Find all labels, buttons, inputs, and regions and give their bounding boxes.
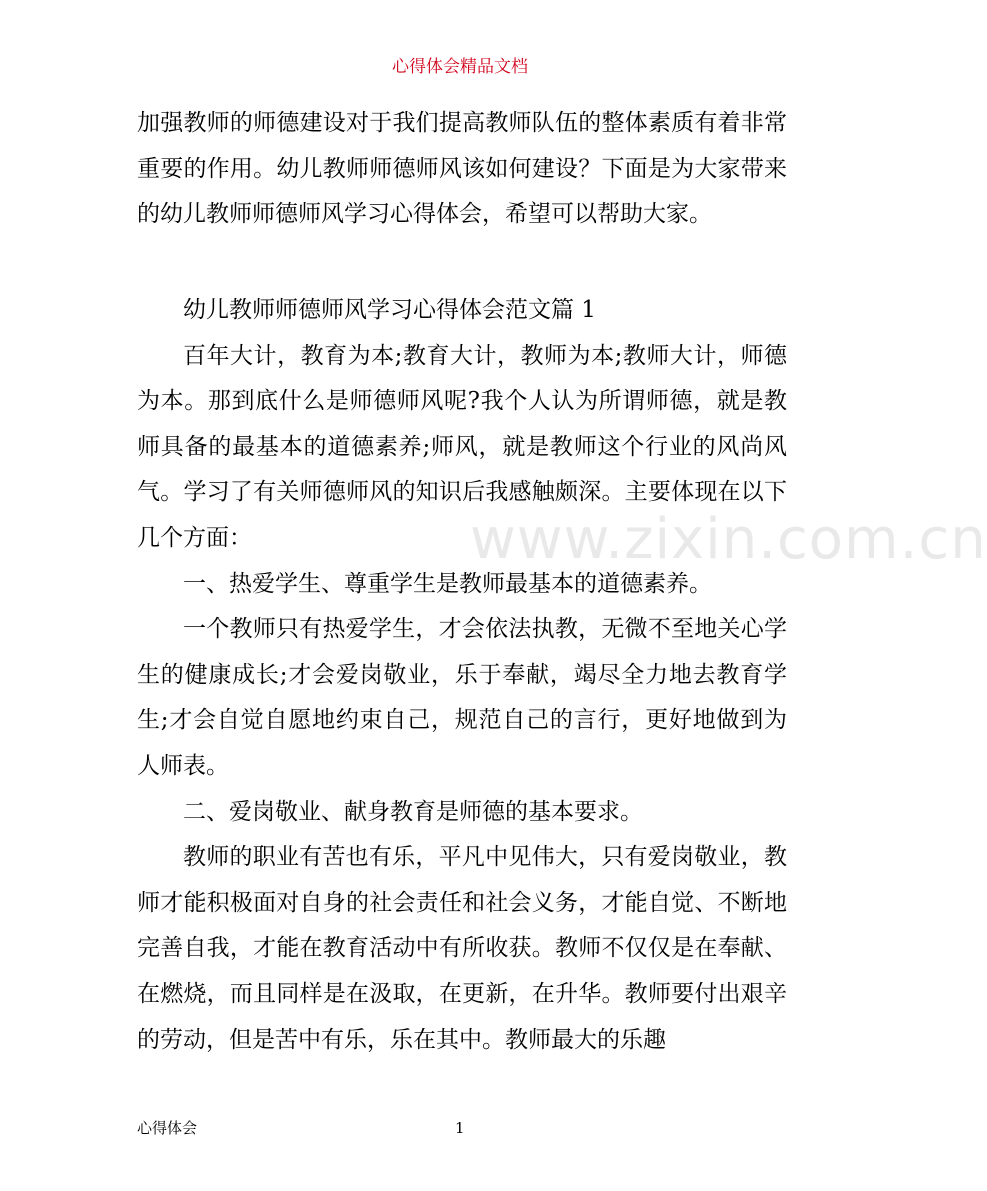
article-paragraph-2: 一、热爱学生、尊重学生是教师最基本的道德素养。 — [183, 570, 712, 597]
footer-label: 心得体会 — [137, 1119, 198, 1137]
intro-paragraph: 加强教师的师德建设对于我们提高教师队伍的整体素质有着非常重要的作用。幼儿教师师德师风该如何建设？下面是为大家带来的幼儿教师师德师风学习心得体会，希望可以帮助大家。 — [137, 110, 787, 228]
article-paragraph-3: 一个教师只有热爱学生，才会依法执教，无微不至地关心学生的健康成长;才会爱岗敬业，乐于奉献，竭尽全力地去教育学生;才会自觉自愿地约束自己，规范自己的言行，更好地做到为人师表。 — [137, 616, 787, 779]
watermark: www.zixin.com.cn — [470, 507, 987, 572]
article-paragraph-1: 百年大计，教育为本;教育大计，教师为本;教师大计，师德为本。那到底什么是师德师风呢?我个人认为所谓师德，就是教师具备的最基本的道德素养;师风，就是教师这个行业的风尚风气。学习了有关师德师风的知识后我感触颇深。主要体现在以下几个方面： — [137, 342, 787, 551]
article-section — [137, 288, 787, 1063]
article-paragraph-5: 教师的职业有苦也有乐，平凡中见伟大，只有爱岗敬业，教师才能积极面对自身的社会责任和社会义务，才能自觉、不断地完善自我，才能在教育活动中有所收获。教师不仅仅是在奉献、在燃烧，而且同样是在汲取，在更新，在升华。教师要付出艰辛的劳动，但是苦中有乐，乐在其中。教师最大的乐趣 — [137, 844, 787, 1053]
article-heading: 幼儿教师师德师风学习心得体会范文篇 1 — [183, 297, 596, 323]
page-number: 1 — [455, 1119, 465, 1137]
page-header-title: 心得体会精品文档 — [392, 57, 528, 77]
article-paragraph-4: 二、爱岗敬业、献身教育是师德的基本要求。 — [183, 798, 643, 825]
intro-section — [137, 101, 787, 238]
